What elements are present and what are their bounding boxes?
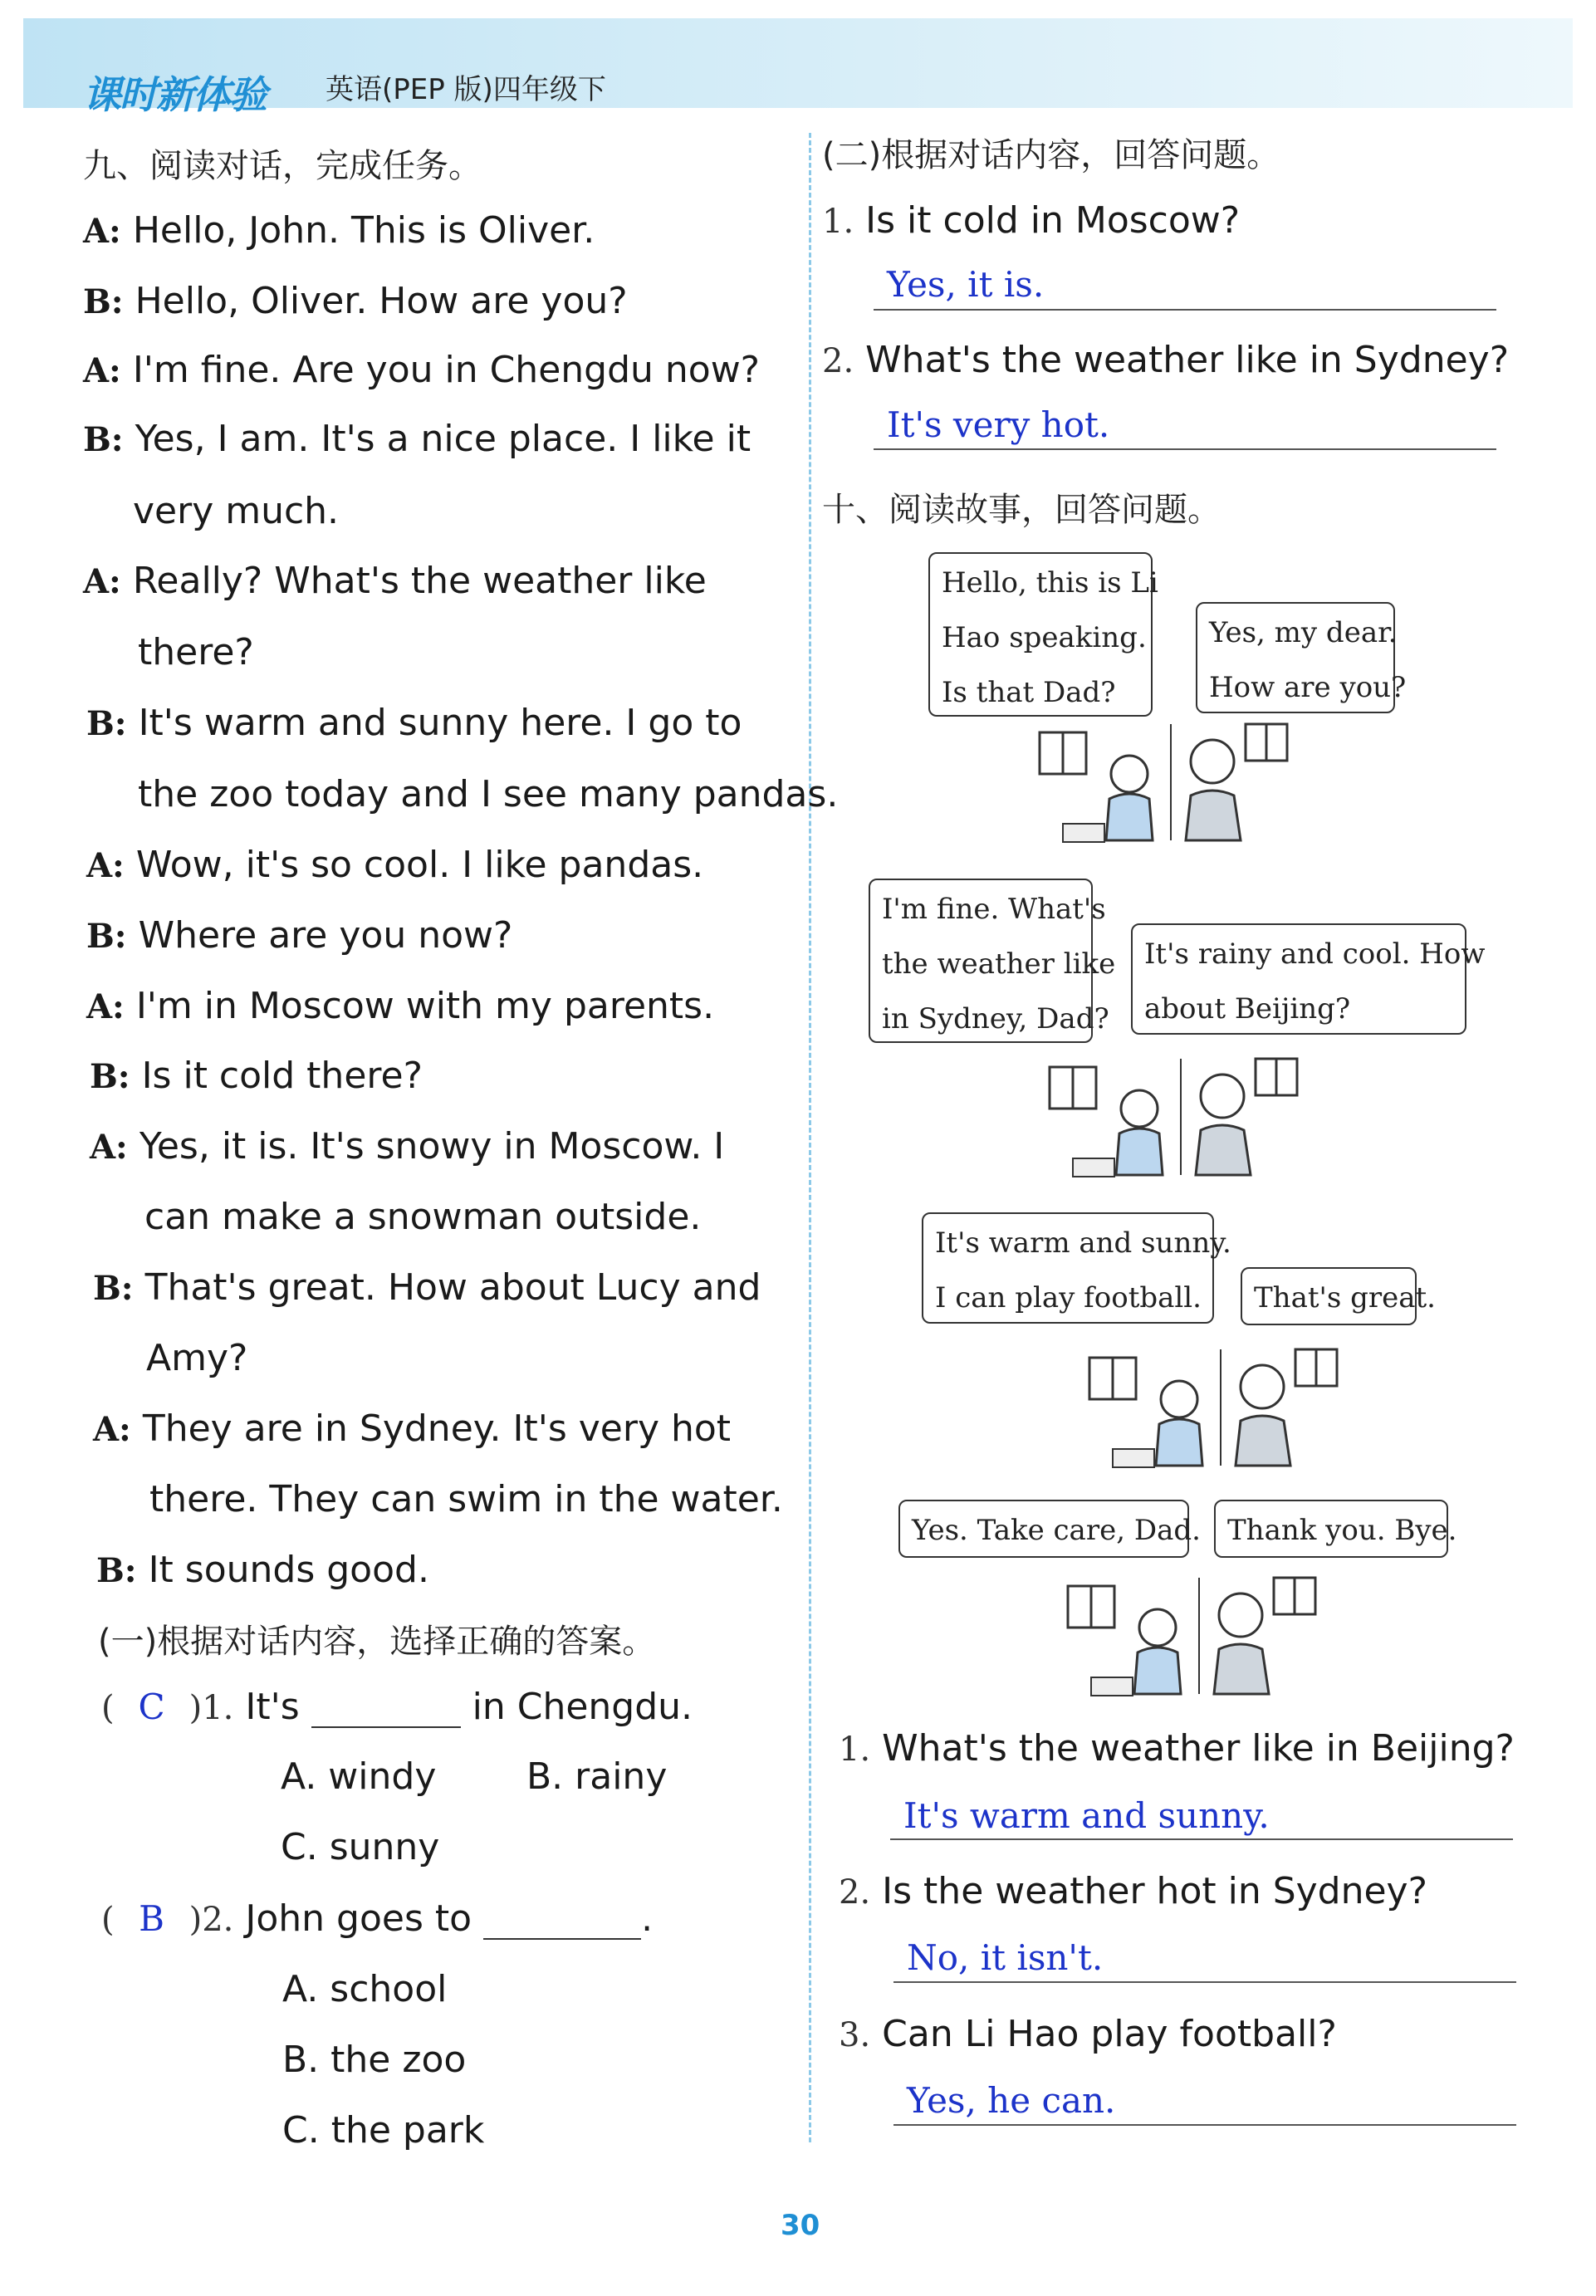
option-a: A. windy	[281, 1755, 437, 1798]
telephone-icon	[1063, 824, 1104, 842]
dialogue-line: A: They are in Sydney. It's very hot	[93, 1407, 732, 1450]
dialogue-line: A: I'm fine. Are you in Chengdu now?	[83, 349, 761, 391]
child-body	[1116, 1128, 1163, 1175]
telephone-icon	[1091, 1677, 1133, 1696]
answer-line	[893, 2124, 1516, 2126]
dialogue-line: B: Is it cold there?	[90, 1055, 423, 1097]
story-answer-1: It's warm and sunny.	[903, 1795, 1270, 1836]
story-question-1: 1. What's the weather like in Beijing?	[839, 1727, 1515, 1770]
part2-answer-2: It's very hot.	[887, 404, 1110, 445]
phone-call-drawing	[1048, 1050, 1347, 1183]
child-head	[1111, 756, 1148, 792]
dad-head	[1241, 1365, 1284, 1408]
speech-bubble: Thank you. Bye.	[1214, 1500, 1448, 1558]
answer-blank	[311, 1696, 461, 1728]
child-head	[1139, 1609, 1176, 1646]
dialogue-line: very much.	[133, 490, 340, 532]
dialogue-line: B: It's warm and sunny here. I go to	[86, 702, 742, 744]
dad-body	[1196, 1125, 1251, 1175]
answer-line	[874, 309, 1496, 311]
child-body	[1106, 794, 1153, 840]
child-body	[1156, 1419, 1202, 1466]
story-answer-3: Yes, he can.	[907, 2080, 1116, 2121]
option-b: B. rainy	[526, 1755, 668, 1798]
dialogue-line: can make a snowman outside.	[144, 1196, 702, 1238]
dialogue-line: Amy?	[146, 1337, 248, 1379]
phone-call-illustration	[1088, 1341, 1354, 1477]
dad-head	[1201, 1075, 1244, 1118]
question-1-choice: ( C )1. It's in Chengdu.	[101, 1686, 693, 1728]
dialogue-line: A: Yes, it is. It's snowy in Moscow. I	[90, 1125, 725, 1168]
dialogue-line: there. They can swim in the water.	[149, 1478, 783, 1520]
part2-question-2: 2. What's the weather like in Sydney?	[822, 339, 1510, 381]
dialogue-line: there?	[138, 631, 254, 673]
dad-body	[1186, 791, 1241, 840]
telephone-icon	[1073, 1158, 1114, 1177]
dialogue-line: B: Hello, Oliver. How are you?	[83, 280, 628, 322]
phone-call-illustration	[1066, 1569, 1332, 1706]
answer-line	[893, 1981, 1516, 1983]
phone-call-illustration	[1038, 716, 1304, 852]
speech-bubble: Hello, this is Li Hao speaking. Is that Dad?	[928, 552, 1153, 717]
dialogue-line: B: It sounds good.	[96, 1549, 429, 1591]
question-2-choice: ( B )2. John goes to .	[101, 1897, 654, 1940]
dialogue-line: A: Wow, it's so cool. I like pandas.	[86, 844, 704, 886]
answer-letter: B	[139, 1898, 165, 1939]
dad-head	[1191, 740, 1234, 783]
telephone-icon	[1113, 1449, 1154, 1467]
column-divider	[809, 133, 811, 2142]
story-question-2: 2. Is the weather hot in Sydney?	[839, 1870, 1427, 1912]
part1-title: (一)根据对话内容，选择正确的答案。	[98, 1623, 656, 1661]
speech-bubble: That's great.	[1241, 1267, 1417, 1325]
option-c: C. sunny	[281, 1826, 440, 1868]
phone-call-illustration	[1048, 1050, 1347, 1187]
brand-logo: 课时新体验	[83, 72, 266, 117]
answer-line	[874, 448, 1496, 450]
child-head	[1161, 1381, 1197, 1417]
part2-answer-1: Yes, it is.	[887, 264, 1045, 305]
dialogue-line: A: I'm in Moscow with my parents.	[86, 985, 715, 1027]
speech-bubble: It's warm and sunny. I can play football.	[922, 1212, 1214, 1324]
speech-bubble: Yes. Take care, Dad.	[898, 1500, 1189, 1558]
dialogue-line: B: That's great. How about Lucy and	[93, 1266, 761, 1309]
option-c: C. the park	[282, 2109, 485, 2152]
phone-call-drawing	[1088, 1341, 1354, 1474]
dad-body	[1214, 1644, 1269, 1694]
speech-bubble: It's rainy and cool. How about Beijing?	[1131, 923, 1466, 1035]
phone-call-drawing	[1066, 1569, 1332, 1702]
answer-letter: C	[138, 1687, 165, 1727]
section9-title: 九、阅读对话，完成任务。	[83, 147, 482, 185]
speech-bubble: Yes, my dear. How are you?	[1196, 602, 1395, 713]
part2-title: (二)根据对话内容，回答问题。	[822, 136, 1280, 174]
dad-body	[1236, 1416, 1290, 1466]
child-body	[1134, 1647, 1181, 1694]
dad-head	[1219, 1593, 1262, 1637]
story-question-3: 3. Can Li Hao play football?	[839, 2013, 1337, 2055]
story-answer-2: No, it isn't.	[907, 1937, 1104, 1978]
dialogue-line: B: Where are you now?	[86, 914, 513, 957]
section10-title: 十、阅读故事，回答问题。	[822, 491, 1221, 529]
option-b: B. the zoo	[282, 2039, 467, 2081]
dialogue-line: A: Really? What's the weather like	[83, 560, 707, 602]
option-a: A. school	[282, 1968, 448, 2010]
answer-line	[890, 1838, 1513, 1840]
speech-bubble: I'm fine. What's the weather like in Sydney, Dad?	[869, 879, 1093, 1043]
answer-blank	[483, 1908, 641, 1940]
part2-question-1: 1. Is it cold in Moscow?	[822, 199, 1241, 242]
page-number: 30	[781, 2209, 820, 2242]
child-head	[1121, 1090, 1158, 1127]
phone-call-drawing	[1038, 716, 1304, 849]
dialogue-line: B: Yes, I am. It's a nice place. I like it	[83, 418, 751, 460]
book-subtitle: 英语(PEP 版)四年级下	[326, 73, 606, 106]
dialogue-line: the zoo today and I see many pandas.	[138, 773, 839, 815]
dialogue-line: A: Hello, John. This is Oliver.	[83, 209, 595, 252]
